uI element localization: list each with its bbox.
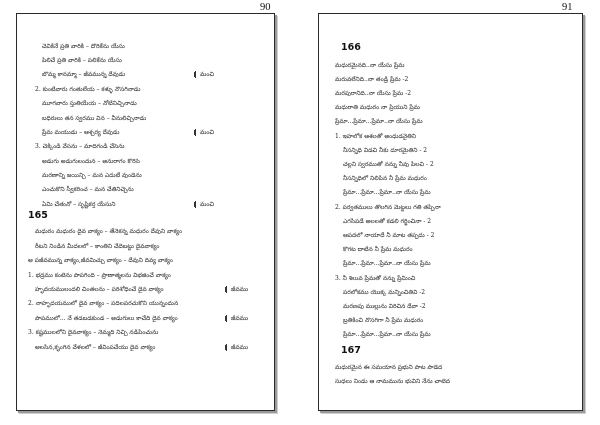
lyric-line: కొగట దాటిన నీ ప్రేమ మధురం [343,246,413,253]
lyric-line: బొమ్మ కానమ్మా – జీవమున్న దేవుడు [42,71,126,78]
refrain-marker: జీవము [226,286,248,293]
refrain-marker: మంచి [195,129,214,136]
lyric-line: మరువలేనిది..నా తండ్రి ప్రేమ -2 [335,76,409,83]
lyric-line: ప్రేమా...ప్రేమా...ప్రేమా..నా యేసు ప్రేమ [335,118,423,125]
lyric-line: పరలోకము యొక్క మన్నించితివి -2 [343,289,426,296]
lyric-line: మధురం మధురం దైవ వాక్యం – తేనెకన్న మధురం దేవుని వాక్యం [35,228,183,235]
refrain-marker: మంచి [195,201,214,208]
lyric-line: ఎగసిపడే అలలతో కడలి గర్జించినా - 2 [343,218,432,225]
lyric-line: ఎంచుకొని స్వీకరించ – మన చేతినిచ్చెను [42,186,134,193]
lyric-line: హృదయములందలి చింతలను – పరిశోధించే దైవ వాక్యం [35,286,164,293]
lyric-line: ప్రేమ మయుడు – ఆశ్చర్య దేవుడు [42,129,120,136]
lyric-line: 3. కష్టములలోని దైవవాక్యం – నెమ్మది నిచ్చి నడిపించును [28,329,159,336]
song-number-165: 165 [28,210,48,221]
lyric-line: మరణపు ముల్లును విరిచిన దేవా -2 [343,303,426,310]
lyric-line: బ్రతికించి నొసగిగా నీ ప్రేమ మధురం [343,317,424,324]
lyric-line: మరణాన్ని జయిన్చి – మన ఎదుటే వుండెను [42,172,142,179]
song-number-167: 167 [341,345,361,356]
lyric-line: ప్రేమా...ప్రేమా...ప్రేమా..నా యేసు ప్రేమ [343,260,431,267]
lyric-line: అ పజీవమున్న వాక్యం,జీవమిచ్చు వాక్యం – దేవుని దివ్య వాక్యం [28,257,173,264]
lyric-line: మధురాతి మధురం నా ప్రియుని ప్రేమ [335,104,420,111]
lyric-line: 3. నీ శిలువ ప్రేమతో నన్ను ప్రేమించి [335,275,416,282]
lyric-line: మధురమైన ఈ సమయాన ప్రభుని పాట పాడెద [335,364,443,371]
lyric-line: చల్లని స్వరముతో నన్ను నీవు పిలచి - 2 [343,161,434,168]
left-page [16,13,275,411]
refrain-marker: మంచి [195,71,214,78]
refrain-marker: జీవము [226,315,248,322]
lyric-line: 1. ఇహలోక ఆశలతో అంధుడనైతిని [335,133,417,140]
lyric-line: నీసన్నిధిలో నిలిపిన నీ ప్రేమ మధురం [343,175,427,182]
right-page [318,13,583,411]
refrain-marker: జీవము [226,344,248,351]
lyric-line: పాపములో... నే తడబడకుండ – అడుగులు కాచేది దైవ వాక్యం [35,315,178,322]
lyric-line: 2. కుంటివారు గంతులేయ – కళ్ళు నొసగినాడు [35,86,141,93]
lyric-line: సుధలు నిండు ఆ నామమును భువిని నేను చాటెద [335,378,451,385]
page-number-right: 91 [562,2,573,13]
lyric-line: బధిరులు తన స్వరము విన – వీనులిచ్చినాడు [42,115,147,122]
lyric-line: ఏమి చేతునో – సృష్టికర్త యేసుని [42,201,116,208]
lyric-line: ఆపదలో నాయాదే నీ మాట తప్పదు - 2 [343,232,435,239]
lyric-line: నీసన్నిధి విడచి నీకు దూరమైతిని - 2 [343,147,428,154]
lyric-line: ప్రేమా...ప్రేమా...ప్రేమా..నా యేసు ప్రేమ [343,331,431,338]
lyric-line: 2. నాహృదయములో దైవ వాక్యం – పదిలపరచుకొని యున్నందున [28,300,179,307]
lyric-line: చెవికినే ప్రతి వారికి – దొరికేను యేసు [42,43,125,50]
lyric-line: మూగవారు స్తుతియేయ – నోటినిచ్చినాడు [42,100,137,107]
lyric-line: రీటని నిండిన మీదలలో – కాంతిని చేదెబట్టు దైవవాక్యం [35,243,160,250]
lyric-line: 3. చెక్కిండి వేసను – మాదిగండి చేసెను [35,143,125,150]
lyric-line: అడుగు అడుగులందున – అనురాగం కొరిసె [42,158,140,165]
lyric-line: ప్రేమా...ప్రేమా...ప్రేమా..నా యేసు ప్రేమ [343,189,431,196]
lyric-line: మరపురానిది..నా యేసు ప్రేమ -2 [335,90,412,97]
lyric-line: అలసిన,కృంగిన వేళలలో – జీవింపచేయు దైవ వాక్యం [35,344,156,351]
lyric-line: 1. భద్రము కంటెను పాపగింది – ప్రాణాత్మలను విభజించే వాక్యం [28,272,171,279]
lyric-line: 2. పర్వతములు తొలగిన మెట్టలు గతి తప్పినా [335,204,441,211]
lyric-line: పిలిచే ప్రతి వారికి – పలికేను యేసు [42,57,122,64]
page-number-left: 90 [260,2,271,13]
lyric-line: మధురమైనది..నా యేసు ప్రేమ [335,62,405,69]
song-number-166: 166 [341,42,361,53]
